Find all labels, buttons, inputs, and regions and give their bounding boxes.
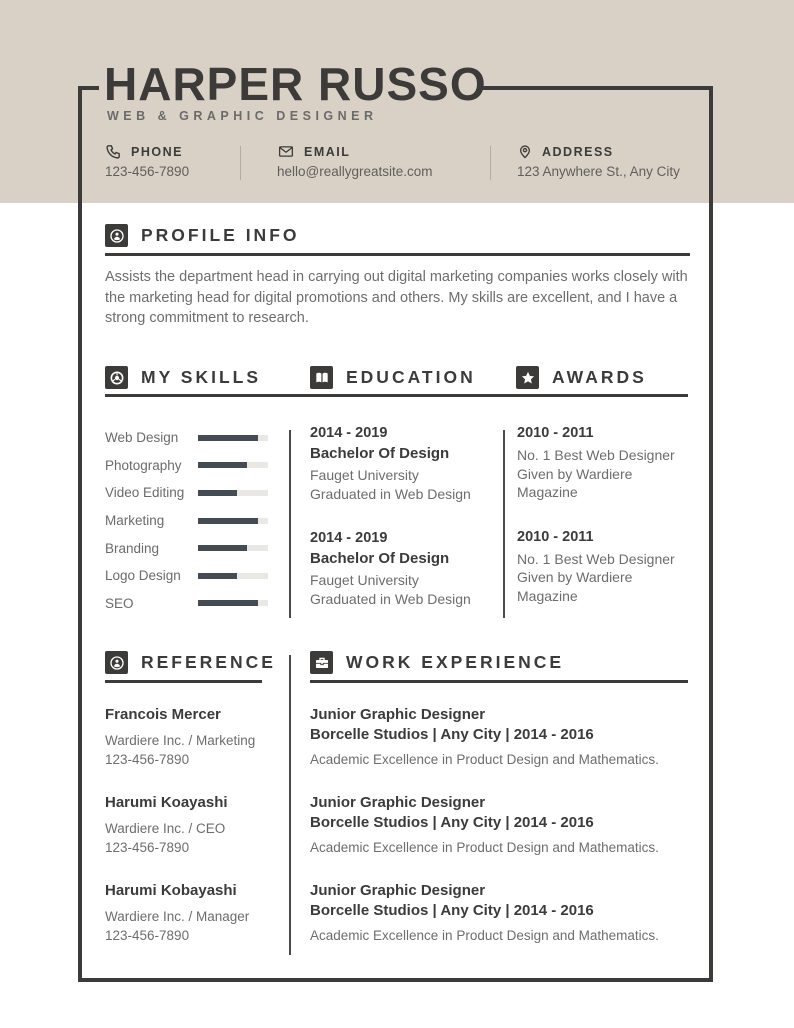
job-title: WEB & GRAPHIC DESIGNER: [107, 109, 378, 123]
award-line: No. 1 Best Web Designer: [517, 447, 675, 463]
reference-name: Harumi Koayashi: [105, 794, 228, 811]
skill-row: [105, 534, 268, 562]
awards-list: [517, 423, 677, 630]
skill-label: Photography: [105, 457, 182, 473]
experience-desc: Academic Excellence in Product Design and Mathematics.: [310, 928, 659, 943]
skill-label: Marketing: [105, 513, 165, 529]
experience-rule: [310, 680, 688, 683]
frame-top-left-segment: [78, 86, 99, 90]
contact-divider: [240, 146, 241, 180]
reference-item: [105, 881, 285, 945]
education-degree: Bachelor Of Design: [310, 445, 450, 462]
reference-item: [105, 793, 285, 857]
column-divider: [503, 430, 505, 618]
contact-phone-value: 123-456-7890: [105, 164, 190, 179]
reference-role: Wardiere Inc. / Manager: [105, 909, 250, 924]
education-school: Fauget University: [310, 572, 419, 588]
profile-rule: [105, 253, 690, 256]
skill-bar-fill: [198, 462, 247, 468]
reference-person-icon: [105, 651, 128, 674]
award-line: Magazine: [517, 587, 578, 604]
contact-email-label: EMAIL: [304, 144, 351, 159]
experience-item: [310, 881, 695, 945]
experience-title: Junior Graphic Designer: [310, 882, 486, 899]
education-book-icon: [310, 366, 333, 389]
education-years: 2014 - 2019: [310, 530, 388, 546]
reference-phone: 123-456-7890: [105, 928, 190, 943]
skills-wheel-icon: [105, 366, 128, 389]
education-school: Fauget University: [310, 467, 419, 483]
contact-phone-label-row: [105, 143, 189, 160]
column-divider: [289, 430, 291, 618]
skill-bar: [198, 462, 268, 468]
experience-meta: Borcelle Studios | Any City | 2014 - 2016: [310, 902, 594, 919]
contact-email-label-row: [277, 143, 433, 160]
skill-row: [105, 424, 268, 452]
reference-section-title: REFERENCE: [141, 652, 276, 672]
skills-section-header: [105, 366, 261, 389]
skill-row: [105, 452, 268, 480]
reference-name: Francois Mercer: [105, 706, 221, 723]
contact-address-value: 123 Anywhere St., Any City: [517, 164, 680, 179]
experience-meta: Borcelle Studios | Any City | 2014 - 2016: [310, 726, 594, 743]
skill-bar-fill: [198, 490, 237, 496]
skill-bar: [198, 435, 268, 441]
award-line: Given by Wardiere: [517, 465, 633, 482]
award-item: [517, 527, 677, 606]
reference-list: [105, 705, 285, 969]
awards-star-icon: [516, 366, 539, 389]
contact-address-label-row: [517, 143, 680, 160]
award-item: [517, 423, 677, 502]
education-detail: Graduated in Web Design: [310, 591, 471, 607]
person-name: HARPER RUSSO: [104, 58, 487, 110]
skill-bar-fill: [198, 518, 258, 524]
reference-phone: 123-456-7890: [105, 752, 190, 767]
contact-email: [277, 143, 433, 179]
email-icon: [277, 143, 295, 160]
column-divider: [289, 655, 291, 955]
award-line: Magazine: [517, 484, 578, 500]
profile-text: Assists the department head in carrying out digital marketing companies works closely with the marketing head for digital promotions and others. My skills are excellent, and I have a strong commitment to research.: [105, 269, 688, 326]
award-years: 2010 - 2011: [517, 425, 594, 441]
skill-bar: [198, 600, 268, 606]
reference-item: [105, 705, 285, 769]
skill-row: [105, 479, 268, 507]
education-years: 2014 - 2019: [310, 425, 388, 441]
experience-section-header: [310, 651, 564, 674]
reference-phone: 123-456-7890: [105, 840, 190, 855]
skill-bar: [198, 518, 268, 524]
contact-address: [517, 143, 680, 179]
briefcase-icon: [310, 651, 333, 674]
frame-top-right-segment: [483, 86, 713, 90]
skill-bar: [198, 573, 268, 579]
education-detail: Graduated in Web Design: [310, 486, 471, 502]
skill-row: [105, 590, 268, 618]
address-icon: [517, 143, 533, 160]
skill-bar: [198, 490, 268, 496]
profile-section-header: [105, 224, 300, 247]
contact-phone-label: PHONE: [131, 144, 183, 159]
experience-title: Junior Graphic Designer: [310, 794, 486, 811]
award-line: No. 1 Best Web Designer: [517, 550, 675, 567]
reference-role: Wardiere Inc. / Marketing: [105, 733, 256, 748]
education-section-title: EDUCATION: [346, 367, 476, 387]
skill-bar-fill: [198, 573, 237, 579]
columns-rule: [105, 394, 688, 397]
contact-divider: [490, 146, 491, 180]
reference-role: Wardiere Inc. / CEO: [105, 821, 226, 836]
phone-icon: [105, 143, 122, 160]
education-item: [310, 528, 495, 609]
skill-label: Branding: [105, 540, 160, 556]
award-line: Given by Wardiere: [517, 569, 633, 585]
education-degree: Bachelor Of Design: [310, 550, 450, 567]
contact-address-label: ADDRESS: [542, 144, 614, 159]
experience-desc: Academic Excellence in Product Design and Mathematics.: [310, 752, 659, 767]
skill-bar-fill: [198, 545, 247, 551]
skill-bar-fill: [198, 600, 258, 606]
skill-label: Video Editing: [105, 485, 185, 501]
reference-rule: [105, 680, 262, 683]
reference-name: Harumi Kobayashi: [105, 882, 237, 899]
experience-list: [310, 705, 695, 969]
award-years: 2010 - 2011: [517, 528, 594, 545]
profile-section-title: PROFILE INFO: [141, 225, 300, 245]
profile-person-icon: [105, 224, 128, 247]
experience-desc: Academic Excellence in Product Design and Mathematics.: [310, 840, 659, 855]
experience-item: [310, 705, 695, 769]
experience-section-title: WORK EXPERIENCE: [346, 652, 565, 672]
skill-bar-fill: [198, 435, 258, 441]
awards-section-title: AWARDS: [552, 367, 647, 387]
awards-section-header: [516, 366, 647, 389]
experience-title: Junior Graphic Designer: [310, 706, 486, 723]
experience-meta: Borcelle Studios | Any City | 2014 - 2016: [310, 814, 594, 831]
experience-item: [310, 793, 695, 857]
contact-phone: [105, 143, 189, 179]
reference-section-header: [105, 651, 276, 674]
skills-list: [105, 424, 268, 617]
skill-bar: [198, 545, 268, 551]
skill-label: Web Design: [105, 430, 179, 446]
contact-email-value: hello@reallygreatsite.com: [277, 164, 433, 179]
skill-label: Logo Design: [105, 568, 181, 584]
education-item: [310, 423, 495, 504]
education-section-header: [310, 366, 476, 389]
education-list: [310, 423, 495, 633]
skill-row: [105, 507, 268, 535]
skill-label: SEO: [105, 595, 134, 611]
skill-row: [105, 562, 268, 590]
skills-section-title: MY SKILLS: [141, 367, 262, 387]
